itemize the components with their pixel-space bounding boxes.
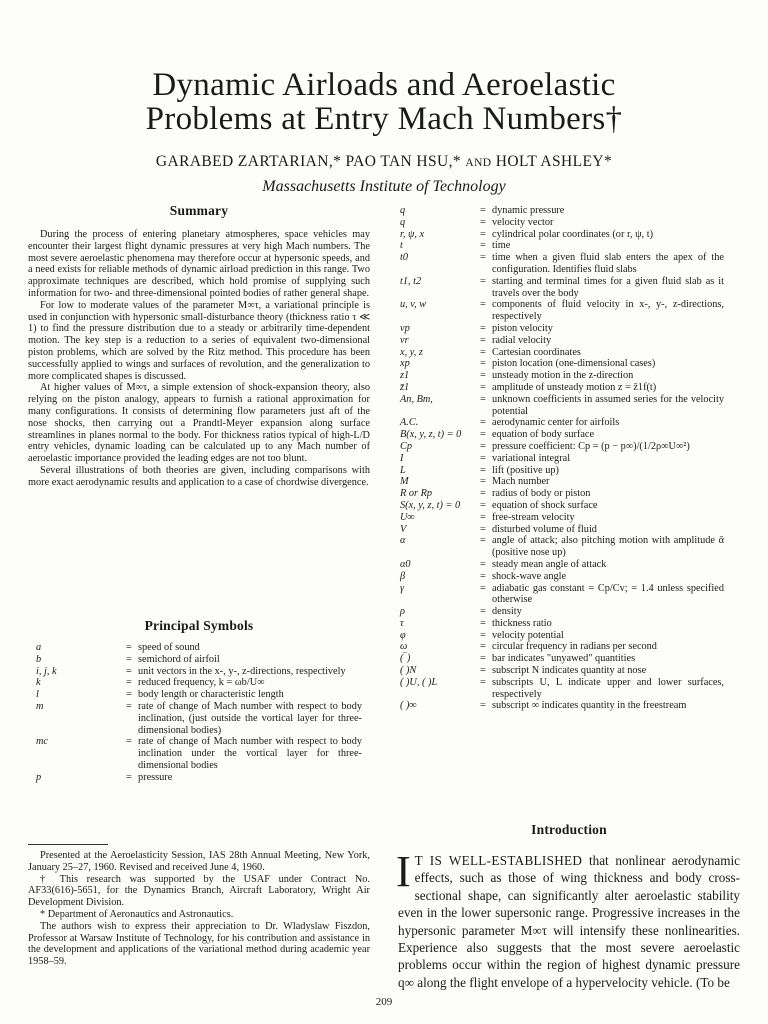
symbol: α0 (400, 558, 411, 570)
equals-sign: = (126, 642, 132, 653)
symbol-row (400, 358, 724, 370)
symbol: t0 (400, 252, 409, 264)
symbol-definition: radial velocity (492, 334, 552, 346)
summary-paragraph: At higher values of M∞τ, a simple extension of shock-expansion theory, also relying on the piston analogy, appears to furnish a rational approximation for many configurations. It consists of determining flow parameters just aft of the nose shocks, then carrying out a Prandtl-Meyer expansion along surface streamlines in planes normal to the body. For thickness ratios typical of high-L/D entry vehicles, dynamic loading can be calculated up to any Mach number of aeroelastic importance provided the leading edges are not too blunt. (28, 382, 370, 465)
symbols-left-list (36, 642, 362, 784)
symbol-row (36, 689, 362, 701)
symbol-row (400, 299, 724, 323)
symbol-row (36, 772, 362, 784)
symbol-definition: steady mean angle of attack (492, 558, 607, 570)
symbol-definition: subscripts U, L indicate upper and lower surfaces, respectively (492, 676, 724, 700)
symbol: U∞ (400, 511, 415, 523)
symbols-right-list (400, 205, 724, 712)
symbol: r, ψ, x (400, 228, 425, 240)
equals-sign: = (480, 606, 486, 618)
equals-sign: = (480, 582, 486, 594)
equals-sign: = (480, 334, 486, 346)
equals-sign: = (480, 523, 486, 535)
symbol-row (400, 700, 724, 712)
symbol-definition: thickness ratio (492, 617, 552, 629)
symbol: R or Rp (400, 488, 433, 500)
symbol-row (400, 653, 724, 665)
symbol: φ (400, 629, 406, 641)
symbol: vr (400, 334, 409, 346)
equals-sign: = (480, 641, 486, 653)
equals-sign: = (480, 629, 486, 641)
symbol-row (400, 240, 724, 252)
equals-sign: = (480, 700, 486, 712)
summary-heading: Summary (169, 203, 229, 218)
symbol: An, Bm, (400, 393, 433, 405)
symbol-definition: free-stream velocity (492, 511, 575, 523)
equals-sign: = (480, 499, 486, 511)
symbol-definition: speed of sound (138, 642, 200, 653)
symbol: B(x, y, z, t) = 0 (400, 429, 462, 441)
symbol-definition: starting and terminal times for a given fluid slab as it travels over the body (492, 275, 724, 299)
symbol-row (400, 323, 724, 335)
symbol-definition: time when a given fluid slab enters the apex of the configuration. Identifies fluid slabs (492, 252, 724, 275)
equals-sign: = (480, 535, 486, 547)
equals-sign: = (480, 558, 486, 570)
equals-sign: = (480, 381, 486, 393)
equals-sign: = (480, 653, 486, 665)
equals-sign: = (480, 429, 486, 441)
symbol-row (400, 583, 724, 607)
symbol-row (400, 229, 724, 241)
symbol-definition: pressure coefficient: Cp = (p − p∞)/(1/2ρ∞U∞²) (492, 440, 690, 452)
symbol-row (400, 205, 724, 217)
symbol: vp (400, 322, 410, 334)
equals-sign: = (480, 228, 486, 240)
symbol-definition: velocity vector (492, 216, 554, 228)
symbol: (‾) (400, 653, 411, 665)
symbol: l (36, 689, 39, 701)
equals-sign: = (480, 299, 486, 311)
symbol-definition: subscript N indicates quantity at nose (492, 665, 647, 677)
symbol-row (400, 535, 724, 559)
symbol: b (36, 653, 42, 665)
symbol: S(x, y, z, t) = 0 (400, 499, 461, 511)
symbol-row (400, 429, 724, 441)
equals-sign: = (480, 464, 486, 476)
symbol-definition: variational integral (492, 452, 571, 464)
equals-sign: = (480, 488, 486, 500)
affiliation: Massachusetts Institute of Technology (262, 178, 506, 195)
symbol-definition: equation of shock surface (492, 499, 598, 511)
symbol: I (400, 452, 404, 464)
equals-sign: = (480, 476, 486, 488)
symbol-definition: bar indicates "unyawed" quantities (492, 653, 636, 665)
intro-lead: T IS WELL-ESTABLISHED (414, 853, 583, 868)
intro-text: that nonlinear aerodynamic effects, such as those of wing thickness and body cross-sectional shape, can significantly alter aeroelastic stability even in the lower supersonic range. Progressive increases in the hypersonic parameter M∞τ will intensify these nonlinearities. Experience also suggests that the most severe aeroelastic problems occur within the region of highest dynamic pressure q∞ along the flight envelope of a hypervelocity vehicle. (To be (398, 853, 740, 990)
footnote-divider (28, 844, 108, 845)
symbol-row (400, 370, 724, 382)
equals-sign: = (126, 771, 132, 783)
symbol-definition: shock-wave angle (492, 570, 567, 582)
symbol-row (400, 252, 724, 276)
summary-section (28, 203, 370, 489)
symbol: q (400, 216, 406, 228)
symbol-row (400, 335, 724, 347)
equals-sign: = (126, 665, 132, 677)
symbol-definition: unit vectors in the x-, y-, z-directions, respectively (138, 665, 346, 677)
symbol-row (400, 665, 724, 677)
symbol-row (400, 512, 724, 524)
symbol-definition: cylindrical polar coordinates (or r, ψ, t) (492, 228, 653, 240)
symbol-definition: semichord of airfoil (138, 653, 220, 665)
title-line-1: Dynamic Airloads and Aeroelastic (152, 67, 616, 103)
equals-sign: = (480, 346, 486, 358)
symbol: p (36, 771, 42, 783)
symbol: a (36, 642, 42, 653)
summary-paragraph: For low to moderate values of the parameter M∞τ, a variational principle is used in conjunction with hypersonic small-disturbance theory (thickness ratio τ ≪ 1) to find the pressure distribution due to a steady or arbitrarily time-dependent motion. The key step is a reduction to a series of equivalent two-dimensional piston problems, which are solved by the Ritz method. This procedure has been successfully applied to wings and surfaces of revolution, and the generalization to more complicated shapes is discussed. (28, 299, 370, 382)
symbol-definition: rate of change of Mach number with respect to body inclination, (just outside the vortical layer for three-dimensional bodies) (138, 700, 362, 736)
symbol: α (400, 535, 406, 547)
footnote: * Department of Aeronautics and Astronautics. (40, 908, 234, 920)
summary-paragraph: During the process of entering planetary atmospheres, space vehicles may encounter their largest flight dynamic pressures at very high Mach numbers. The most severe aeroelastic phenomena may therefore occur at hypersonic speeds, and a need exists for reliable methods of dynamic airload prediction in this range. Two approximate techniques are described, which hold promise of supplying such information for two- and three-dimensional pointed bodies of rather general shape. (28, 229, 370, 299)
footnote: † This research was supported by the USAF under Contract No. AF33(616)-5651, for the Dynamics Branch, Aircraft Laboratory, Wright Air Development Division. (28, 873, 370, 909)
symbol-definition: angle of attack; also pitching motion with amplitude ᾱ (positive nose up) (492, 535, 724, 559)
symbol-definition: unsteady motion in the z-direction (492, 370, 634, 382)
symbol: t1, t2 (400, 275, 422, 287)
symbol: ( )N (400, 665, 417, 677)
symbol-definition: reduced frequency, k = ωb/U∞ (138, 677, 265, 689)
symbol-row (400, 417, 724, 429)
symbol-definition: density (492, 606, 522, 618)
equals-sign: = (480, 393, 486, 405)
introduction-body (396, 847, 740, 991)
equals-sign: = (126, 736, 132, 748)
summary-paragraph: Several illustrations of both theories are given, including comparisons with more exact aerodynamic results and application to a case of chordwise divergence. (28, 464, 370, 488)
symbol-definition: radius of body or piston (492, 488, 591, 500)
symbol-definition: rate of change of Mach number with respect to body inclination under the vortical layer for three-dimensional bodies (138, 736, 362, 771)
symbol-definition: dynamic pressure (492, 205, 565, 216)
symbol-row (400, 276, 724, 300)
equals-sign: = (480, 275, 486, 287)
symbol: β (400, 570, 406, 582)
symbol-row (400, 618, 724, 630)
symbol-definition: Cartesian coordinates (492, 346, 581, 358)
equals-sign: = (480, 440, 486, 452)
symbol: t (400, 240, 403, 252)
equals-sign: = (480, 205, 486, 216)
equals-sign: = (480, 665, 486, 677)
symbol-row (400, 500, 724, 512)
equals-sign: = (480, 417, 486, 429)
page-number: 209 (375, 996, 393, 1008)
symbol-row (400, 488, 724, 500)
symbol-definition: piston velocity (492, 322, 553, 334)
symbol-definition: pressure (138, 771, 173, 783)
symbols-heading: Principal Symbols (144, 618, 254, 633)
symbol-row (36, 701, 362, 736)
symbol: M (400, 476, 409, 488)
symbol-definition: unknown coefficients in assumed series for the velocity potential (492, 393, 724, 417)
footnotes (28, 850, 370, 968)
symbol: mc (36, 736, 49, 748)
symbol: A.C. (400, 417, 419, 429)
equals-sign: = (480, 676, 486, 688)
symbol-definition: adiabatic gas constant = Cp/Cv; = 1.4 unless specified otherwise (492, 582, 724, 606)
symbol-row (400, 217, 724, 229)
symbol-definition: body length or characteristic length (138, 689, 284, 701)
symbol-row (400, 630, 724, 642)
symbol: m (36, 700, 44, 712)
equals-sign: = (480, 511, 486, 523)
symbol-row (400, 453, 724, 465)
symbol: ρ (400, 606, 405, 618)
paper-title (0, 68, 768, 136)
symbol-row (36, 642, 362, 654)
symbol: i, j, k (36, 665, 57, 677)
equals-sign: = (480, 570, 486, 582)
equals-sign: = (126, 677, 132, 689)
equals-sign: = (480, 322, 486, 334)
symbol: u, v, w (400, 299, 427, 311)
symbol-row (400, 559, 724, 571)
symbol-row (400, 677, 724, 701)
introduction-section (398, 822, 740, 838)
equals-sign: = (126, 653, 132, 665)
symbol-row (400, 394, 724, 418)
equals-sign: = (480, 216, 486, 228)
equals-sign: = (480, 617, 486, 629)
symbol-definition: disturbed volume of fluid (492, 523, 597, 535)
symbol-row (400, 382, 724, 394)
symbol-row (36, 736, 362, 771)
footnote: The authors wish to express their appreciation to Dr. Wladyslaw Fiszdon, Professor at Warsaw Institute of Technology, for his contribution and assistance in the development and applications of the variational method during academic year 1958–59. (28, 920, 370, 968)
equals-sign: = (480, 252, 486, 264)
symbol-definition: components of fluid velocity in x-, y-, z-directions, respectively (492, 299, 724, 323)
symbol-definition: time (492, 240, 511, 252)
symbol-row (400, 524, 724, 536)
symbol-definition: lift (positive up) (492, 464, 559, 476)
symbol: ω (400, 641, 408, 653)
symbol: xp (400, 358, 410, 370)
symbol-row (400, 476, 724, 488)
symbol: V (400, 523, 407, 535)
symbol: γ (400, 582, 405, 594)
footnote: Presented at the Aeroelasticity Session, IAS 28th Annual Meeting, New York, January 25–27, 1960. Revised and received June 4, 1960. (28, 850, 370, 873)
symbol-row (400, 465, 724, 477)
authors-b: HOLT ASHLEY* (495, 153, 613, 170)
symbol-definition: equation of body surface (492, 429, 595, 441)
symbol: τ (400, 617, 404, 629)
symbol: k (36, 677, 41, 689)
symbol: L (400, 464, 406, 476)
symbol: z1 (400, 370, 410, 382)
symbol-row (36, 666, 362, 678)
symbol-definition: amplitude of unsteady motion z = z̄1f(t) (492, 381, 657, 393)
symbol-definition: subscript ∞ indicates quantity in the freestream (492, 700, 687, 712)
symbol: z̄1 (400, 381, 410, 393)
symbol-row (400, 606, 724, 618)
symbol-row (36, 654, 362, 666)
title-line-2: Problems at Entry Mach Numbers† (145, 101, 623, 137)
symbol-definition: Mach number (492, 476, 550, 488)
symbol-row (400, 571, 724, 583)
symbol-row (400, 641, 724, 653)
equals-sign: = (126, 689, 132, 701)
symbol-row (400, 347, 724, 359)
authors-a: GARABED ZARTARIAN,* PAO TAN HSU,* (155, 153, 462, 170)
symbol-definition: piston location (one-dimensional cases) (492, 358, 656, 370)
authors-and: AND (465, 157, 492, 169)
authors (0, 153, 768, 171)
equals-sign: = (480, 240, 486, 252)
equals-sign: = (126, 700, 132, 712)
symbol: q (400, 205, 406, 216)
symbol: ( )∞ (400, 700, 417, 712)
symbol: ( )U, ( )L (400, 676, 438, 688)
symbol-row (36, 677, 362, 689)
symbol-definition: circular frequency in radians per second (492, 641, 657, 653)
symbol-row (400, 441, 724, 453)
equals-sign: = (480, 358, 486, 370)
symbol: x, y, z (400, 346, 423, 358)
symbol-definition: velocity potential (492, 629, 564, 641)
equals-sign: = (480, 452, 486, 464)
symbols-section (28, 618, 370, 634)
symbol: Cp (400, 440, 413, 452)
introduction-heading: Introduction (531, 822, 607, 837)
drop-cap: I (396, 847, 411, 896)
symbol-definition: aerodynamic center for airfoils (492, 417, 620, 429)
equals-sign: = (480, 370, 486, 382)
